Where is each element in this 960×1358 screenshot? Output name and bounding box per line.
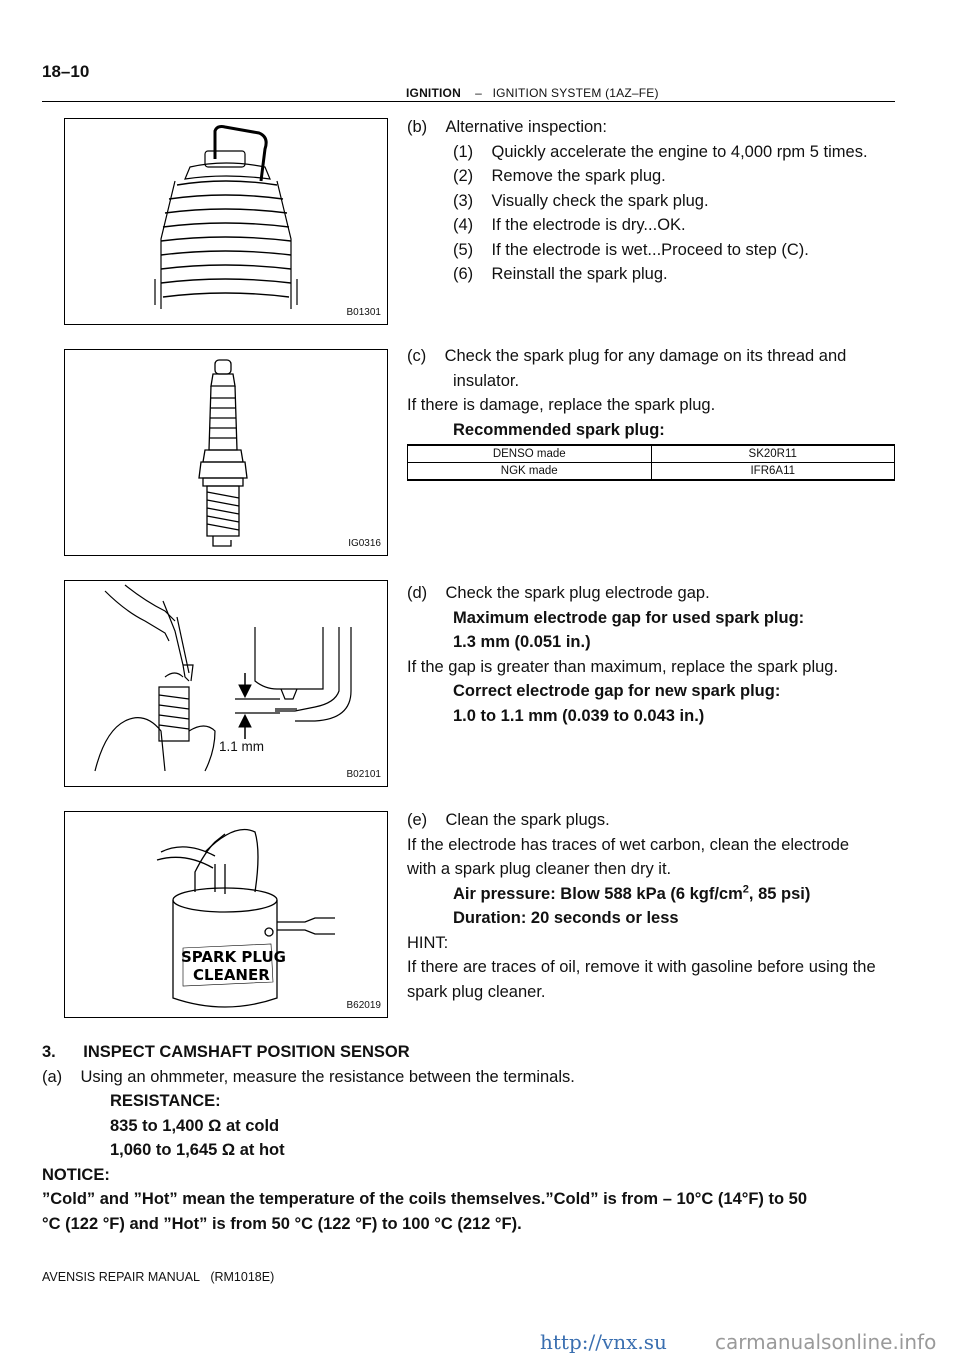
hint-text: If there are traces of oil, remove it with gasoline before using the [407, 958, 876, 976]
notice-label: NOTICE: [42, 1165, 110, 1184]
step-b-item: (1) Quickly accelerate the engine to 4,000 rpm 5 times. [453, 142, 868, 161]
notice-text: °C (122 °F) and ”Hot” is from 50 °C (122 °F) to 100 °C (212 °F). [42, 1214, 522, 1233]
step-b-item: (4) If the electrode is dry...OK. [453, 216, 686, 234]
figure-electrode-gap [64, 580, 388, 787]
step-d-line: If the gap is greater than maximum, replace the spark plug. [407, 657, 839, 676]
table-cell: DENSO made [408, 445, 652, 463]
step-e-line: with a spark plug cleaner then dry it. [407, 860, 672, 878]
cleaner-can-label-2: CLEANER [193, 966, 270, 984]
step-b-title: (b) Alternative inspection: [407, 118, 607, 136]
step-b-item: (5) If the electrode is wet...Proceed to step (C). [453, 240, 809, 259]
spark-plug-cleaner-drawing [65, 812, 385, 1015]
table-row [408, 445, 895, 463]
step-d-line: (d) Check the spark plug electrode gap. [407, 584, 710, 602]
table-cell: SK20R11 [651, 445, 895, 463]
spec-air-pressure-b: , 85 psi) [748, 884, 811, 903]
spark-plug-drawing [65, 350, 385, 553]
hint-label: HINT: [407, 933, 449, 952]
figure-spark-plug [64, 349, 388, 556]
spec-duration: Duration: 20 seconds or less [453, 909, 679, 927]
spec-hot: 1,060 to 1,645 Ω at hot [110, 1141, 285, 1159]
watermark-link[interactable]: http://vnx.su [540, 1330, 667, 1354]
table-cell: IFR6A11 [651, 463, 895, 481]
spec-value: 1.3 mm (0.051 in.) [453, 633, 591, 651]
header-subsection: IGNITION SYSTEM (1AZ–FE) [492, 86, 659, 100]
section-3-title: 3. INSPECT CAMSHAFT POSITION SENSOR [42, 1043, 410, 1061]
step-b-item: (6) Reinstall the spark plug. [453, 265, 668, 283]
spec-air-pressure-a: Air pressure: Blow 588 kPa (6 kgf/cm [453, 884, 743, 903]
figure-code: IG0316 [348, 538, 381, 549]
figure-code: B01301 [346, 307, 381, 318]
step-d [407, 581, 897, 728]
header-section: IGNITION [406, 86, 461, 100]
step-e [407, 808, 897, 1004]
section-3 [42, 1040, 902, 1236]
spec-title: Recommended spark plug: [453, 420, 665, 439]
spec-value: 1.0 to 1.1 mm (0.039 to 0.043 in.) [453, 706, 705, 725]
section-3-step-a: (a) Using an ohmmeter, measure the resistance between the terminals. [42, 1067, 575, 1086]
step-b-item: (3) Visually check the spark plug. [453, 191, 709, 210]
step-c-line: (c) Check the spark plug for any damage on its thread and [407, 347, 847, 365]
cleaner-can-label-1: SPARK PLUG [181, 948, 286, 966]
spark-plug-spec-table [407, 444, 895, 481]
notice-text: ”Cold” and ”Hot” mean the temperature of the coils themselves.”Cold” is from – 10°C (14°F) to 50 [42, 1190, 808, 1208]
spec-cold: 835 to 1,400 Ω at cold [110, 1116, 280, 1135]
step-b-item: (2) Remove the spark plug. [453, 167, 666, 185]
spec-title: Maximum electrode gap for used spark plug: [453, 608, 805, 627]
step-e-line: (e) Clean the spark plugs. [407, 811, 610, 829]
figure-spark-plug-cleaner [64, 811, 388, 1018]
figure-code: B02101 [346, 769, 381, 780]
step-b [407, 115, 897, 287]
spec-superscript: 2 [742, 883, 749, 895]
figure-spark-plug-closeup [64, 118, 388, 325]
step-c [407, 344, 897, 442]
step-c-line: insulator. [453, 371, 520, 390]
footer-manual-title: AVENSIS REPAIR MANUAL (RM1018E) [42, 1270, 275, 1284]
page-number: 18–10 [42, 62, 90, 81]
watermark-text: carmanualsonline.info [715, 1330, 937, 1354]
figure-code: B62019 [346, 1000, 381, 1011]
table-cell: NGK made [408, 463, 652, 481]
spec-title: RESISTANCE: [110, 1092, 221, 1110]
spec-air-pressure [407, 882, 897, 907]
header-rule [42, 101, 895, 102]
gap-dimension-label: 1.1 mm [219, 739, 265, 754]
table-row [408, 463, 895, 481]
page-header-title [406, 86, 659, 100]
spec-title: Correct electrode gap for new spark plug: [453, 682, 781, 700]
header-separator: – [475, 86, 482, 100]
spark-plug-closeup-drawing [65, 119, 385, 322]
hint-text: spark plug cleaner. [407, 982, 546, 1001]
step-c-line: If there is damage, replace the spark plug. [407, 396, 716, 414]
step-e-line: If the electrode has traces of wet carbon, clean the electrode [407, 835, 850, 854]
